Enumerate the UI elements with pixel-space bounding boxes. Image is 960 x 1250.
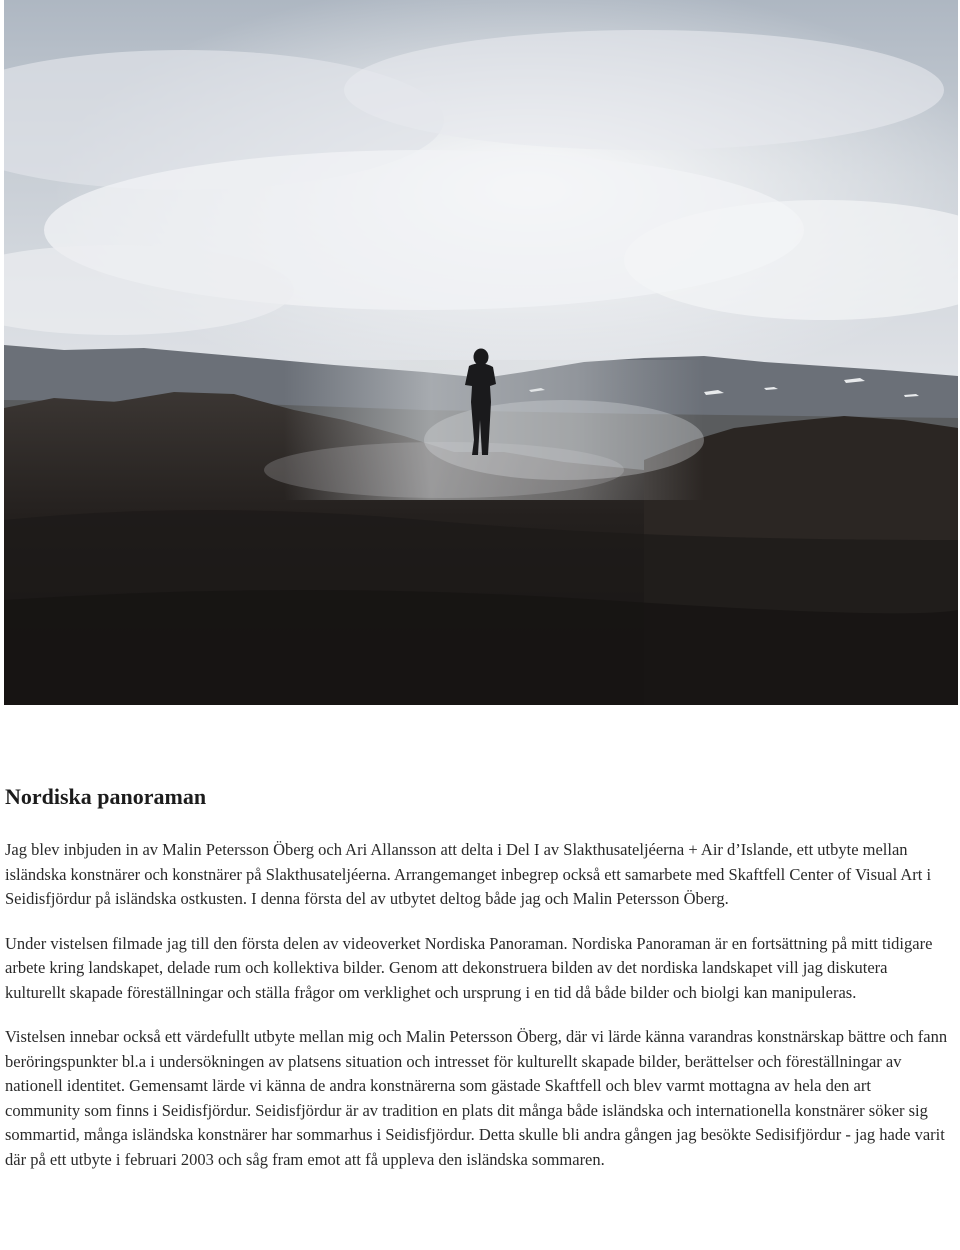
article-title: Nordiska panoraman [5, 784, 207, 809]
article-paragraph-2: Under vistelsen filmade jag till den första delen av videoverket Nordiska Panoraman. Nordiska Panoraman är en fortsättning på mitt tidigare arbete kring landskapet, delade rum och kollektiva bilder. Genom att dekonstruera bilden av det nordiska landskapet vill jag diskutera kulturellt skapade föreställningar och ställa frågor om verklighet och ursprung i en tid då både bilder och biolgi kan manipuleras. [5, 933, 933, 1002]
article-paragraph-1: Jag blev inbjuden in av Malin Petersson Öberg och Ari Allansson att delta i Del I av Slakthusateljéerna + Air d’Islande, ett utbyte mellan isländska konstnärer och konstnärer på Slakthusateljéerna. Arrangemanget inbegrep också ett samarbete med Skaftfell Center of Visual Art i Seidisfjördur på isländska ostkusten. I denna första del av utbytet deltog både jag och Malin Petersson Öberg. [5, 840, 932, 908]
landscape-photo-drawing [4, 0, 958, 705]
article-paragraph-3: Vistelsen innebar också ett värdefullt utbyte mellan mig och Malin Petersson Öberg, där vi lärde känna varandras konstnärskap bättre och fann beröringspunkter bl.a i undersökningen av platsens situation och intresset för kulturellt skapade bilder, berättelser och föreställningar av nationell identitet. Gemensamt lärde vi känna de andra konstnärerna som gästade Skaftfell och blev varmt mottagna av hela den art community som finns i Seidisfjördur. Seidisfjördur är av tradition en plats dit många både isländska och internationella konstnärer söker sig sommartid, många isländska konstnärer har sommarhus i Seidisfjördur. Detta skulle bli andra gången jag besökte Sedisifjördur - jag hade varit där på ett utbyte i februari 2003 och såg fram emot att få uppleva den isländska sommaren. [5, 1027, 948, 1169]
landscape-photo [4, 0, 958, 705]
article [5, 782, 950, 1192]
